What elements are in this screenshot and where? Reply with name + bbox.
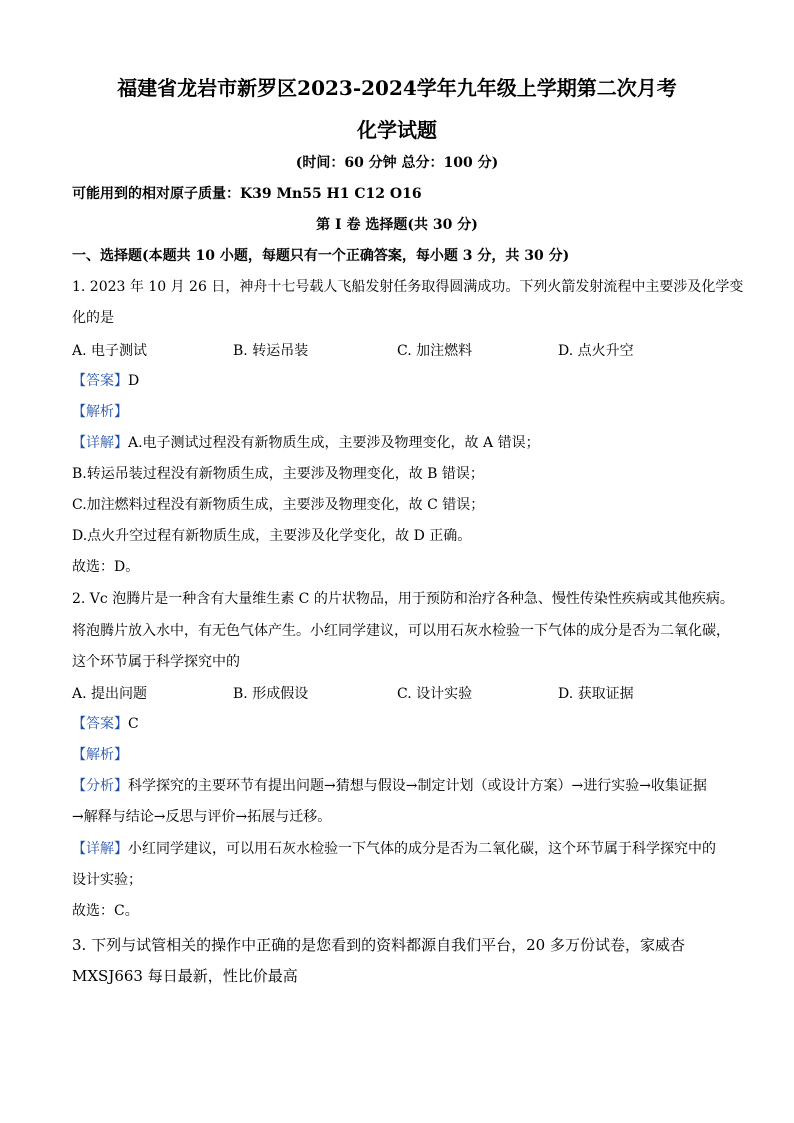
q1-option-d: D. 点火升空	[558, 343, 634, 359]
q1-detail-b: B.转运吊装过程没有新物质生成，主要涉及物理变化，故 B 错误；	[72, 466, 484, 482]
exam-title: 福建省龙岩市新罗区2023-2024学年九年级上学期第二次月考	[117, 76, 677, 100]
q2-analyze-line2: →解释与结论→反思与评价→拓展与迁移。	[72, 809, 332, 825]
analyze-tag: 【分析】	[72, 778, 128, 794]
q1-answer: D	[128, 373, 140, 389]
q1-detail-d: D.点火升空过程有新物质生成，主要涉及化学变化，故 D 正确。	[72, 528, 472, 544]
exam-subtitle: 化学试题	[357, 118, 437, 142]
q2-analysis-tag: 【解析】	[72, 747, 128, 763]
time-score: (时间：60 分钟 总分：100 分)	[295, 155, 499, 171]
q1-stem-line2: 化的是	[72, 310, 114, 326]
detail-tag: 【详解】	[72, 435, 128, 451]
q1-analysis-tag: 【解析】	[72, 404, 128, 420]
q2-option-b: B. 形成假设	[233, 686, 309, 702]
q1-detail-a: 【详解】A.电子测试过程没有新物质生成，主要涉及物理变化，故 A 错误；	[72, 435, 540, 451]
q2-option-a: A. 提出问题	[72, 686, 148, 702]
q2-option-c: C. 设计实验	[397, 686, 473, 702]
q2-analyze-line1: 【分析】科学探究的主要环节有提出问题→猜想与假设→制定计划（或设计方案）→进行实验→收集证据	[72, 778, 707, 794]
q1-answer-line	[72, 370, 139, 390]
q2-detail-line1: 【详解】小红同学建议，可以用石灰水检验一下气体的成分是否为二氧化碳，这个环节属于科学探究中的	[72, 841, 716, 857]
q1-detail-c: C.加注燃料过程没有新物质生成，主要涉及物理变化，故 C 错误；	[72, 497, 485, 513]
q3-line2: MXSJ663 每日最新，性比价最高	[72, 967, 298, 985]
q2-answer-line	[72, 713, 139, 733]
detail-tag: 【详解】	[72, 841, 128, 857]
atomic-mass: 可能用到的相对原子质量：K39 Mn55 H1 C12 O16	[72, 186, 422, 202]
part-one-heading: 一、选择题(本题共 10 小题，每题只有一个正确答案，每小题 3 分，共 30 分)	[72, 248, 570, 264]
q2-option-d: D. 获取证据	[558, 686, 634, 702]
q2-detail-line2: 设计实验；	[72, 872, 142, 888]
q2-stem-line1: 2. Vc 泡腾片是一种含有大量维生素 C 的片状物品，用于预防和治疗各种急、慢性传染性疾病或其他疾病。	[72, 591, 734, 607]
q1-stem-line1: 1. 2023 年 10 月 26 日，神舟十七号载人飞船发射任务取得圆满成功。下列火箭发射流程中主要涉及化学变	[72, 279, 744, 295]
section-title: 第 I 卷 选择题(共 30 分)	[316, 217, 478, 233]
q2-answer: C	[128, 716, 139, 732]
q1-option-b: B. 转运吊装	[233, 343, 309, 359]
q1-option-c: C. 加注燃料	[397, 343, 473, 359]
q2-choice: 故选：C。	[72, 903, 139, 919]
q3-line1: 3. 下列与试管相关的操作中正确的是您看到的资料都源自我们平台，20 多万份试卷，家威杏	[72, 936, 685, 954]
answer-tag: 【答案】	[72, 373, 128, 389]
q2-stem-line3: 这个环节属于科学探究中的	[72, 654, 240, 670]
q1-option-a: A. 电子测试	[72, 343, 148, 359]
q2-stem-line2: 将泡腾片放入水中，有无色气体产生。小红同学建议，可以用石灰水检验一下气体的成分是否为二氧化碳，	[72, 623, 730, 639]
answer-tag: 【答案】	[72, 716, 128, 732]
q1-choice: 故选：D。	[72, 559, 140, 575]
